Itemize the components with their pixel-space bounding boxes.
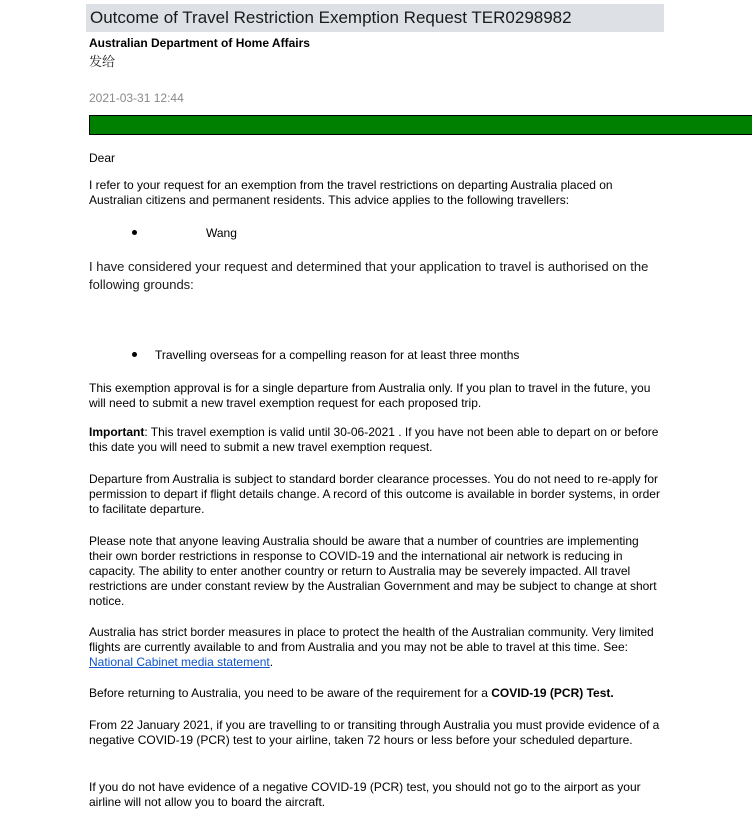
intro-paragraph: I refer to your request for an exemption from the travel restrictions on departing Australia placed on Australian citizens and permanent residents. This advice applies to the following travellers: bbox=[89, 178, 613, 207]
no-evidence-paragraph: If you do not have evidence of a negative COVID-19 (PCR) test, you should not go to the airport as your airline will not allow you to board the aircraft. bbox=[89, 780, 641, 809]
important-label: Important bbox=[89, 425, 145, 439]
important-text: : This travel exemption is valid until 30-06-2021 . If you have not been able to depart on or before this date you will need to submit a new travel exemption request. bbox=[89, 425, 659, 454]
header-banner bbox=[89, 115, 752, 135]
returning-paragraph bbox=[89, 686, 664, 701]
sender-name[interactable]: Australian Department of Home Affairs bbox=[89, 36, 310, 50]
border-measures-text: Australia has strict border measures in place to protect the health of the Australian community. Very limited flights are currently available to and from Australia and you may not be able to travel at this time. See: bbox=[89, 625, 654, 654]
email-subject: Outcome of Travel Restriction Exemption Request TER0298982 bbox=[90, 8, 572, 27]
pcr-test-label: COVID-19 (PCR) Test. bbox=[491, 686, 614, 700]
email-subject-bar bbox=[86, 4, 664, 32]
considered-paragraph: I have considered your request and determined that your application to travel is authorised on the following grounds: bbox=[89, 259, 649, 292]
bullet-icon bbox=[132, 230, 137, 235]
email-date: 2021-03-31 12:44 bbox=[89, 91, 184, 105]
please-note-paragraph: Please note that anyone leaving Australia should be aware that a number of countries are implementing their own border restrictions in response to COVID-19 and the international air network is reducing in capacity. The ability to enter another country or return to Australia may be severely impacted. All travel restrictions are under constant review by the Australian Government and may be subject to change at short notice. bbox=[89, 534, 657, 608]
important-paragraph bbox=[89, 425, 664, 455]
border-measures-end: . bbox=[269, 655, 274, 669]
recipient-label: 发给 bbox=[89, 54, 116, 69]
returning-text: Before returning to Australia, you need to be aware of the requirement for a bbox=[89, 686, 492, 700]
bullet-icon bbox=[132, 352, 137, 357]
national-cabinet-link[interactable]: National Cabinet media statement bbox=[89, 655, 270, 669]
departure-paragraph: Departure from Australia is subject to standard border clearance processes. You do not need to re-apply for permission to depart if flight details change. A record of this outcome is available in border systems, in order to facilitate departure. bbox=[89, 472, 660, 516]
from-22-january-paragraph: From 22 January 2021, if you are travelling to or transiting through Australia you must provide evidence of a negative COVID-19 (PCR) test to your airline, taken 72 hours or less before your scheduled departure. bbox=[89, 718, 660, 747]
greeting: Dear bbox=[89, 151, 116, 165]
border-measures-paragraph bbox=[89, 625, 664, 670]
exemption-ground: Travelling overseas for a compelling reason for at least three months bbox=[155, 348, 520, 362]
single-departure-paragraph: This exemption approval is for a single departure from Australia only. If you plan to travel in the future, you will need to submit a new travel exemption request for each proposed trip. bbox=[89, 381, 651, 410]
traveller-name: Wang bbox=[206, 226, 237, 240]
